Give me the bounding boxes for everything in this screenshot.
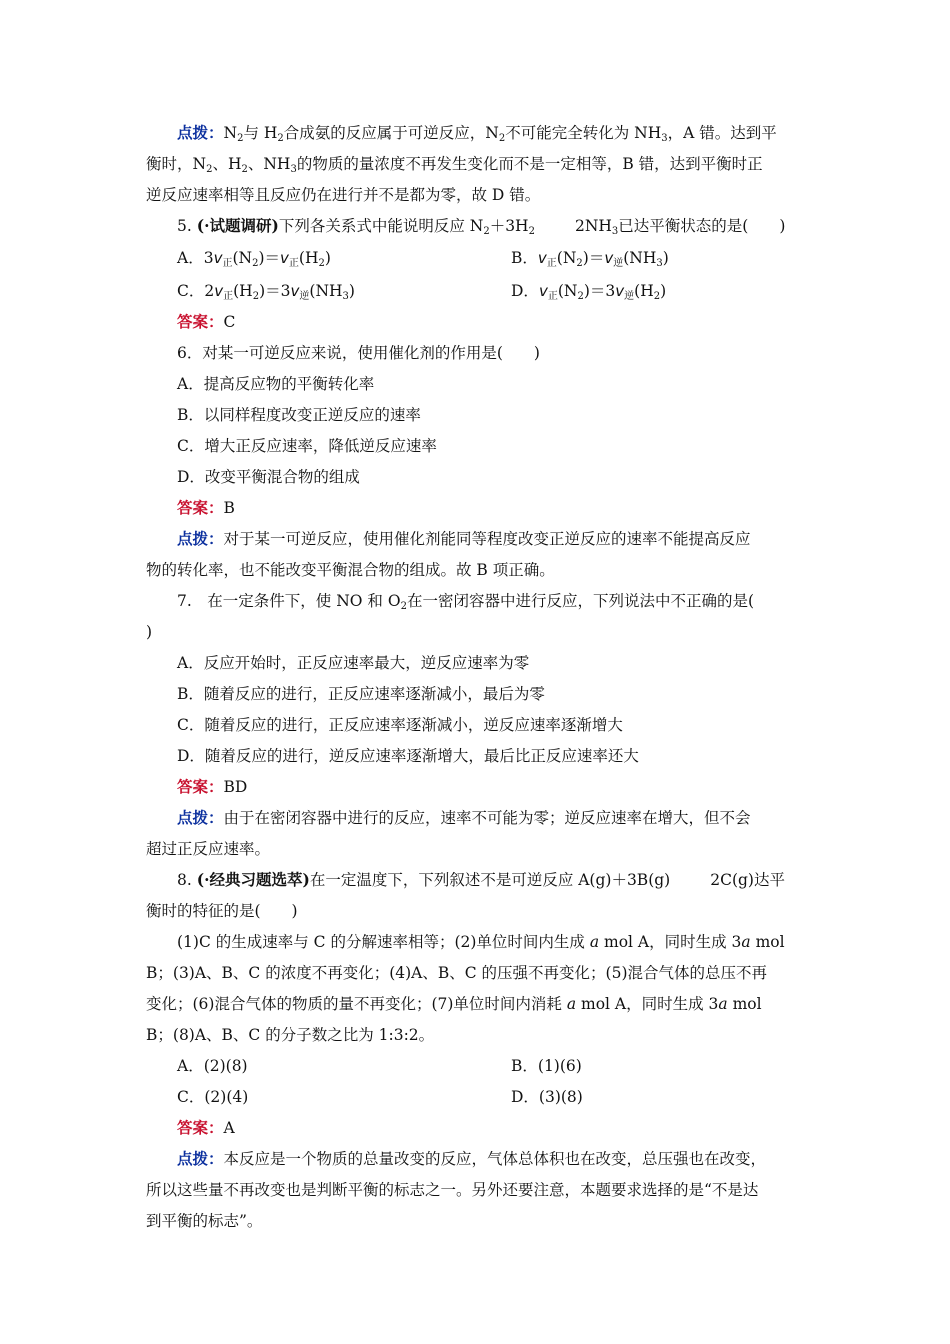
q6-option-a: A．提高反应物的平衡转化率 <box>177 375 375 393</box>
subscript: 3 <box>661 133 668 144</box>
text: mol <box>727 995 762 1013</box>
q6-option-d: D．改变平衡混合物的组成 <box>177 468 360 486</box>
text: 、H <box>212 155 242 173</box>
text: 在一密闭容器中进行反应，下列说法中不正确的是( <box>406 592 754 610</box>
text: ，A 错。达到平 <box>667 124 777 142</box>
subscript: 3 <box>611 226 619 237</box>
q5-answer <box>177 312 235 332</box>
tip-label: 点拨： <box>177 1149 224 1168</box>
answer-label: 答案： <box>177 312 224 331</box>
answer-value: BD <box>223 778 248 796</box>
text: (H <box>634 282 654 300</box>
text: (N <box>232 249 253 267</box>
q6-option-b: B．以同样程度改变正逆反应的速率 <box>177 406 421 424</box>
text: N <box>223 124 238 142</box>
q7-option-a: A．反应开始时，正反应速率最大，逆反应速率为零 <box>177 654 530 672</box>
q5-stem <box>177 216 785 236</box>
question-number: 8. <box>177 871 192 889</box>
text: 与 H <box>243 124 278 142</box>
text: mol A，同时生成 3 <box>576 995 719 1013</box>
rate-symbol: v <box>213 249 223 267</box>
text: 7. 在一定条件下，使 NO 和 O <box>177 592 401 610</box>
subscript: 2 <box>577 291 584 302</box>
question-source: (·试题调研) <box>196 216 279 235</box>
text: 合成氨的反应属于可逆反应，N <box>283 124 499 142</box>
text: )＝ <box>582 249 605 267</box>
subscript: 2 <box>241 164 248 175</box>
q8-option-c: C．(2)(4) <box>177 1088 249 1106</box>
text: ) <box>324 249 331 267</box>
text: (N <box>556 249 577 267</box>
variable: a <box>589 933 600 951</box>
text: )＝ <box>258 249 281 267</box>
text: ) <box>660 282 667 300</box>
text: 2C(g)达平 <box>710 871 785 889</box>
subscript: 2 <box>528 226 535 237</box>
text: 变化；(6)混合气体的物质的量不再变化；(7)单位时间内消耗 <box>146 995 567 1013</box>
text: )＝3 <box>259 282 291 300</box>
tip-label: 点拨： <box>177 808 224 827</box>
text: B． <box>511 249 538 267</box>
variable: a <box>741 933 751 951</box>
question-number: 5. <box>177 217 192 235</box>
text: mol A，同时生成 3 <box>599 933 742 951</box>
subscript: 逆 <box>299 291 310 302</box>
text: (NH <box>309 282 343 300</box>
subscript: 正 <box>288 258 299 269</box>
text: 在一定温度下，下列叙述不是可逆反应 A(g)＋3B(g) <box>309 871 671 889</box>
text: mol <box>750 933 785 951</box>
subscript: 2 <box>252 291 260 302</box>
subscript: 正 <box>222 258 233 269</box>
variable: a <box>718 995 728 1013</box>
q7-option-c: C．随着反应的进行，正反应速率逐渐减小，逆反应速率逐渐增大 <box>177 716 623 734</box>
subscript: 2 <box>400 601 407 612</box>
q6-answer <box>177 498 235 518</box>
rate-symbol: v <box>290 282 300 300</box>
answer-value: C <box>223 313 236 331</box>
text: 、NH <box>247 155 291 173</box>
q8-stem-line-2: 衡时的特征的是( ) <box>146 902 298 920</box>
q7-answer <box>177 777 247 797</box>
variable: a <box>566 995 577 1013</box>
subscript: 逆 <box>613 258 624 269</box>
text: (N <box>557 282 578 300</box>
q4-tip-line-2 <box>146 154 763 174</box>
rate-symbol: v <box>537 249 547 267</box>
text: A．3 <box>177 249 214 267</box>
text: 对于某一可逆反应，使用催化剂能同等程度改变正逆反应的速率不能提高反应 <box>223 530 751 548</box>
text: ) <box>662 249 669 267</box>
subscript: 正 <box>223 291 234 302</box>
subscript: 2 <box>252 258 259 269</box>
q8-condition-line-4: B；(8)A、B、C 的分子数之比为 1:3:2。 <box>146 1026 435 1044</box>
subscript: 2 <box>483 226 490 237</box>
answer-label: 答案： <box>177 1118 224 1137</box>
q5-option-c <box>177 281 355 301</box>
text: (H <box>233 282 253 300</box>
q8-option-b: B．(1)(6) <box>511 1057 582 1075</box>
q8-tip-line-3: 到平衡的标志”。 <box>146 1212 263 1230</box>
text: ) <box>348 282 355 300</box>
q6-option-c: C．增大正反应速率，降低逆反应速率 <box>177 437 437 455</box>
text: C．2 <box>177 282 215 300</box>
subscript: 2 <box>498 133 506 144</box>
q8-condition-line-3 <box>146 994 762 1014</box>
text: 下列各关系式中能说明反应 N <box>278 217 484 235</box>
rate-symbol: v <box>538 282 548 300</box>
text: 本反应是一个物质的总量改变的反应，气体总体积也在改变，总压强也在改变， <box>223 1150 767 1168</box>
text: (NH <box>623 249 657 267</box>
answer-label: 答案： <box>177 498 224 517</box>
subscript: 2 <box>206 164 213 175</box>
subscript: 3 <box>342 291 349 302</box>
q5-option-d <box>511 281 666 301</box>
answer-value: B <box>223 499 235 517</box>
rate-symbol: v <box>214 282 224 300</box>
rate-symbol: v <box>615 282 625 300</box>
rate-symbol: v <box>604 249 614 267</box>
subscript: 2 <box>576 258 583 269</box>
q8-tip-line-2: 所以这些量不再改变也是判断平衡的标志之一。另外还要注意，本题要求选择的是“不是达 <box>146 1181 759 1199</box>
text: 2NH <box>574 217 612 235</box>
q8-option-d: D．(3)(8) <box>511 1088 583 1106</box>
q6-tip-line-2: 物的转化率，也不能改变平衡混合物的组成。故 B 项正确。 <box>146 561 555 579</box>
q8-tip-line-1 <box>177 1149 766 1169</box>
text: 已达平衡状态的是( ) <box>618 217 786 235</box>
text: 的物质的量浓度不再发生变化而不是一定相等，B 错，达到平衡时正 <box>296 155 763 173</box>
q7-tip-line-1 <box>177 808 751 828</box>
subscript: 2 <box>277 133 284 144</box>
subscript: 2 <box>653 291 661 302</box>
text: 衡时，N <box>146 155 207 173</box>
q4-tip-line-3: 逆反应速率相等且反应仍在进行并不是都为零，故 D 错。 <box>146 186 541 204</box>
rate-symbol: v <box>280 249 289 267</box>
q5-option-a <box>177 248 331 268</box>
answer-label: 答案： <box>177 777 224 796</box>
subscript: 正 <box>546 258 557 269</box>
q7-option-b: B．随着反应的进行，正反应速率逐渐减小，最后为零 <box>177 685 545 703</box>
q7-stem-line-2: ) <box>146 623 153 641</box>
subscript: 正 <box>547 291 558 302</box>
subscript: 逆 <box>624 291 635 302</box>
q5-option-b <box>511 248 669 268</box>
q8-stem <box>177 870 785 890</box>
text: 不可能完全转化为 NH <box>505 124 662 142</box>
q7-option-d: D．随着反应的进行，逆反应速率逐渐增大，最后比正反应速率还大 <box>177 747 639 765</box>
tip-label: 点拨： <box>177 529 224 548</box>
text: )＝3 <box>583 282 616 300</box>
subscript: 2 <box>318 258 325 269</box>
question-source: (·经典习题选萃) <box>196 870 310 889</box>
text: D． <box>511 282 539 300</box>
text: ＋3H <box>489 217 529 235</box>
q8-option-a: A．(2)(8) <box>177 1057 248 1075</box>
answer-value: A <box>223 1119 235 1137</box>
q4-tip-line-1 <box>177 123 777 143</box>
q6-tip-line-1 <box>177 529 751 549</box>
subscript: 3 <box>656 258 663 269</box>
text: (1)C 的生成速率与 C 的分解速率相等；(2)单位时间内生成 <box>177 933 590 951</box>
subscript: 3 <box>290 164 297 175</box>
q6-stem: 6．对某一可逆反应来说，使用催化剂的作用是( ) <box>177 344 540 362</box>
q7-stem <box>177 591 754 611</box>
q8-condition-line-1 <box>177 932 785 952</box>
subscript: 2 <box>237 133 244 144</box>
tip-label: 点拨： <box>177 123 224 142</box>
text: (H <box>298 249 319 267</box>
q8-condition-line-2: B；(3)A、B、C 的浓度不再变化；(4)A、B、C 的压强不再变化；(5)混合气体的总压不再 <box>146 964 768 982</box>
q8-answer <box>177 1118 235 1138</box>
q7-tip-line-2: 超过正反应速率。 <box>146 840 271 858</box>
text: 由于在密闭容器中进行的反应，速率不可能为零；逆反应速率在增大，但不会 <box>223 809 751 827</box>
